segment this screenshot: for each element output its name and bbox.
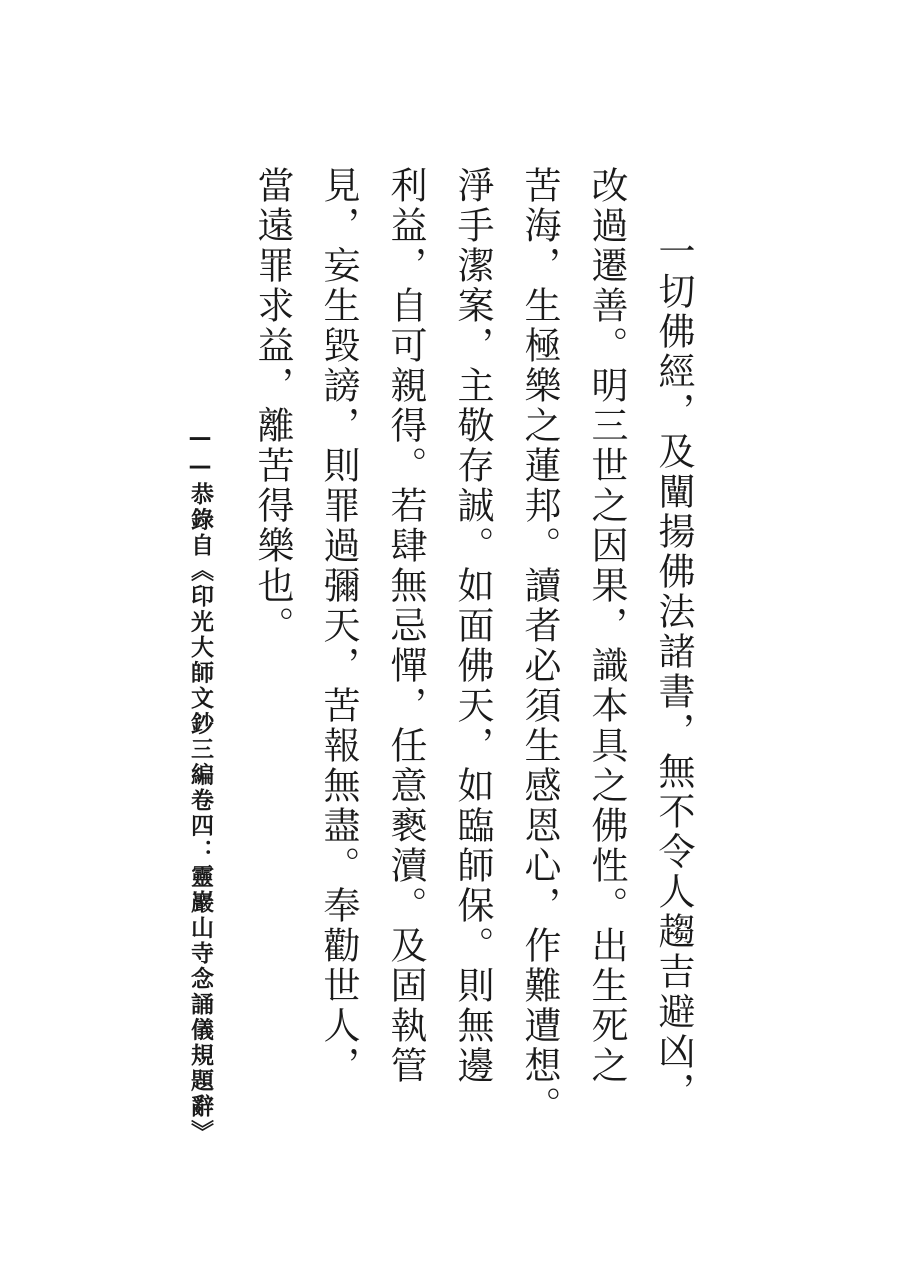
text-column-1: 一切佛經，及闡揚佛法諸書，無不令人趨吉避凶，: [652, 232, 695, 1112]
text-column-5: 利益，自可親得。若肆無忌憚，任意褻瀆。及固執管: [384, 166, 427, 1086]
text-column-4: 淨手潔案，主敬存誠。如面佛天，如臨師保。則無邊: [451, 166, 494, 1086]
text-column-6: 見，妄生毀謗，則罪過彌天，苦報無盡。奉勸世人，: [317, 166, 360, 1086]
text-column-3: 苦海，生極樂之蓮邦。讀者必須生感恩心，作難遭想。: [518, 166, 561, 1126]
text-column-2: 改過遷善。明三世之因果，識本具之佛性。出生死之: [585, 166, 628, 1086]
text-column-7: 當遠罪求益，離苦得樂也。: [251, 166, 294, 646]
source-citation: ——恭錄自《印光大師文鈔三編卷四：靈巖山寺念誦儀規題辭》: [187, 425, 213, 1145]
